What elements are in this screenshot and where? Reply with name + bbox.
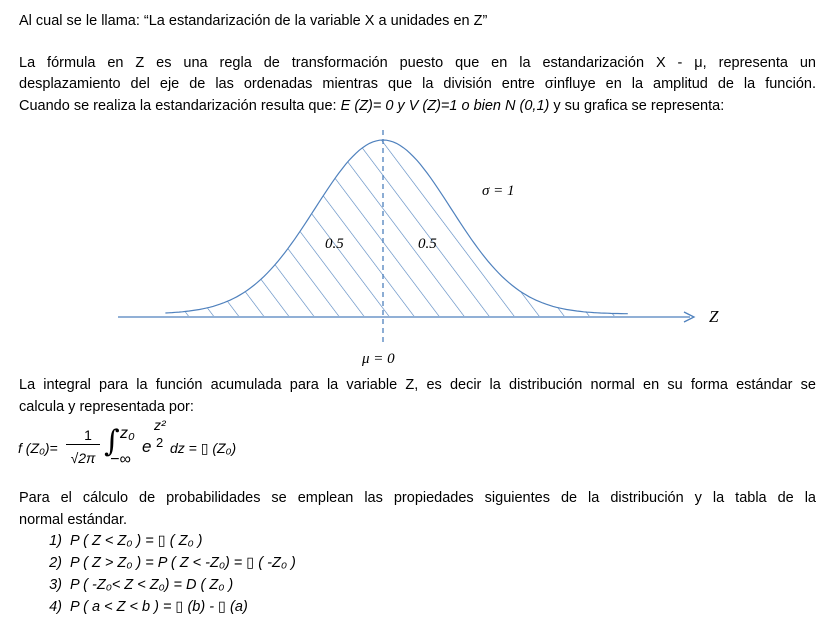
formula-rhs: dz = ▯ (Z₀) <box>170 440 237 456</box>
formula-denominator: √2π <box>70 450 96 466</box>
para3-line2: normal estándar. <box>19 512 128 528</box>
para1-line1: La fórmula en Z es una regla de transformación puesto que en la estandarización X - μ, representa un <box>19 55 816 71</box>
para2-line2: calcula y representada por: <box>19 399 194 415</box>
normal-distribution-chart <box>0 128 840 373</box>
sigma-label: σ = 1 <box>482 183 515 199</box>
para1-line3-expected: E (Z)= 0 y V (Z)=1 o bien N (0,1) <box>340 98 550 114</box>
para3-line1: Para el cálculo de probabilidades se emplean las propiedades siguientes de la distribución y la tabla de la <box>19 490 816 506</box>
para1-line3-a: Cuando se realiza la estandarización resulta que: <box>19 98 341 114</box>
integral-sign: ∫ <box>104 424 120 459</box>
property-number: 4) <box>49 599 62 615</box>
formula-lhs: f (Z₀)= <box>18 440 58 456</box>
property-text: P ( Z < Z₀ ) = ▯ ( Z₀ ) <box>70 533 203 549</box>
area-label-right: 0.5 <box>418 236 437 252</box>
para1-line3-c: y su grafica se representa: <box>549 98 725 114</box>
integral-upper-limit: z₀ <box>120 425 135 442</box>
integral-lower-limit: −∞ <box>110 451 131 468</box>
property-number: 2) <box>49 555 62 571</box>
z-axis-label: Z <box>709 307 719 326</box>
para1-line3 <box>19 96 724 117</box>
property-text: P ( Z > Z₀ ) = P ( Z < -Z₀) = ▯ ( -Z₀ ) <box>70 555 296 571</box>
property-number: 3) <box>49 577 62 593</box>
property-text: P ( -Z₀< Z < Z₀) = D ( Z₀ ) <box>70 577 234 593</box>
para2-line1: La integral para la función acumulada para la variable Z, es decir la distribución normal en su forma estándar se <box>19 377 816 393</box>
fraction-bar <box>66 444 100 445</box>
para1-line2: desplazamiento del eje de las ordenadas mientras que la división entre σinfluye en la amplitud de la función. <box>19 76 816 92</box>
formula-numerator: 1 <box>84 427 92 443</box>
property-number: 1) <box>49 533 62 549</box>
area-label-left: 0.5 <box>325 236 344 252</box>
property-text: P ( a < Z < b ) = ▯ (b) - ▯ (a) <box>70 599 248 615</box>
exp-base: e <box>142 437 152 456</box>
mean-label: μ = 0 <box>362 351 395 367</box>
exp-numerator: z² <box>154 417 166 433</box>
intro-line: Al cual se le llama: “La estandarización de la variable X a unidades en Z” <box>19 13 488 29</box>
exp-denominator: 2 <box>156 435 164 450</box>
hatched-area <box>100 128 660 328</box>
